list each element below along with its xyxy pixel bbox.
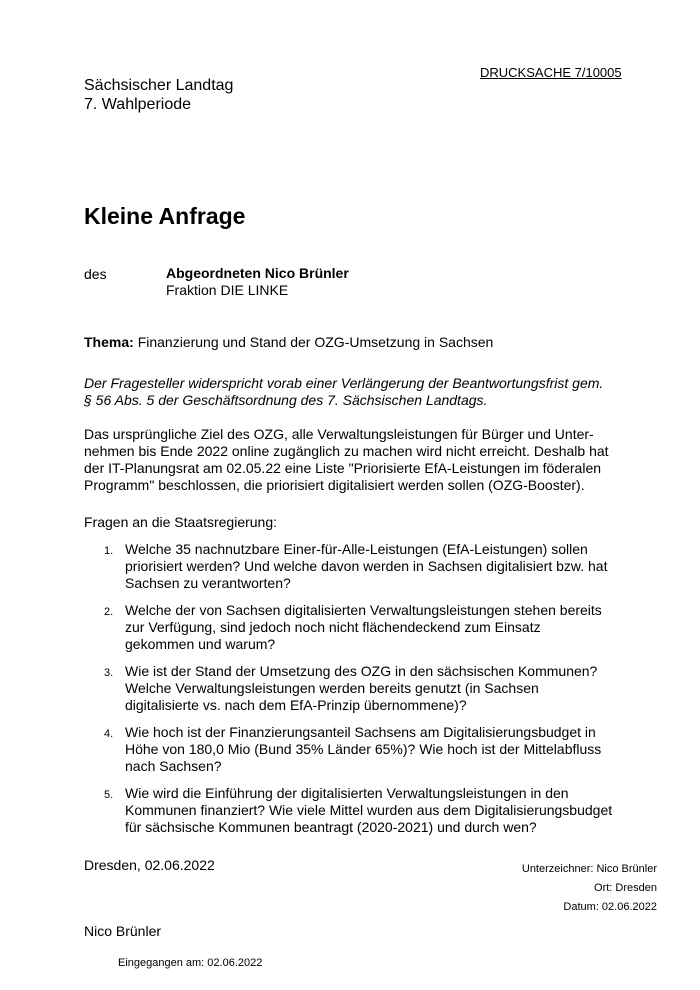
parliament-header	[84, 76, 233, 114]
question-line: für sächsische Kommunen beantragt (2020-2021) und durch wen?	[125, 819, 537, 835]
question-number: 4.	[104, 728, 114, 740]
deadline-notice	[84, 375, 624, 409]
author-prefix: des	[84, 266, 107, 282]
signature-signer: Unterzeichner: Nico Brünler	[521, 863, 657, 875]
question-item	[84, 541, 644, 592]
signature-place: Ort: Dresden	[594, 882, 657, 894]
author-block	[166, 265, 349, 299]
intro-paragraph	[84, 426, 624, 494]
parliament-name: Sächsischer Landtag	[84, 77, 234, 94]
question-item	[84, 724, 644, 775]
received-date: Eingegangen am: 02.06.2022	[118, 957, 263, 969]
signature-date: Datum: 02.06.2022	[563, 901, 657, 913]
question-line: Höhe von 180,0 Mio (Bund 35% Länder 65%)? Wie hoch ist der Mittelabfluss	[125, 741, 602, 757]
question-line: Wie hoch ist der Finanzierungsanteil Sachsens am Digitalisierungsbudget in	[125, 724, 596, 740]
question-text	[125, 602, 620, 653]
question-line: Welche Verwaltungsleistungen werden bereits genutzt (in Sachsen	[125, 680, 539, 696]
question-item	[84, 785, 644, 836]
intro-line: Das ursprüngliche Ziel des OZG, alle Verwaltungsleistungen für Bürger und Unter-	[84, 426, 594, 442]
intro-line: Programm" beschlossen, die priorisiert digitalisiert werden sollen (OZG-Booster).	[84, 477, 585, 493]
signature-block	[490, 860, 657, 917]
place-date: Dresden, 02.06.2022	[84, 857, 215, 873]
drucksache-number: DRUCKSACHE 7/10005	[480, 65, 622, 80]
question-line: nach Sachsen?	[125, 758, 222, 774]
question-line: gekommen und warum?	[125, 636, 276, 652]
document-title: Kleine Anfrage	[84, 203, 246, 229]
question-line: Welche der von Sachsen digitalisierten Verwaltungsleistungen stehen bereits	[125, 602, 602, 618]
legislative-period: 7. Wahlperiode	[84, 96, 192, 113]
signer-name: Nico Brünler	[84, 923, 162, 939]
question-item	[84, 602, 644, 653]
notice-line: Der Fragesteller widerspricht vorab einer Verlängerung der Beantwortungsfrist gem.	[84, 375, 604, 391]
author-name: Abgeordneten Nico Brünler	[166, 265, 349, 281]
question-number: 3.	[104, 667, 114, 679]
question-line: Kommunen finanziert? Wie viele Mittel wurden aus dem Digitalisierungsbudget	[125, 802, 613, 818]
question-text	[125, 541, 620, 592]
question-text	[125, 663, 620, 714]
question-line: Welche 35 nachnutzbare Einer-für-Alle-Leistungen (EfA-Leistungen) sollen	[125, 541, 588, 557]
notice-line: § 56 Abs. 5 der Geschäftsordnung des 7. Sächsischen Landtags.	[84, 392, 488, 408]
question-number: 1.	[104, 545, 114, 557]
intro-line: der IT-Planungsrat am 02.05.22 eine Liste "Priorisierte EfA-Leistungen im föderalen	[84, 460, 602, 476]
question-line: Wie wird die Einführung der digitalisierten Verwaltungsleistungen in den	[125, 785, 569, 801]
questions-heading: Fragen an die Staatsregierung:	[84, 514, 278, 530]
subject-label: Thema:	[84, 334, 134, 350]
question-number: 2.	[104, 606, 114, 618]
author-faction: Fraktion DIE LINKE	[166, 282, 289, 298]
question-line: zur Verfügung, sind jedoch noch nicht flächendeckend zum Einsatz	[125, 619, 541, 635]
question-line: Wie ist der Stand der Umsetzung des OZG in den sächsischen Kommunen?	[125, 663, 598, 679]
intro-line: nehmen bis Ende 2022 online zugänglich zu machen wird nicht erreicht. Deshalb hat	[84, 443, 609, 459]
subject-text: Finanzierung und Stand der OZG-Umsetzung in Sachsen	[137, 334, 494, 350]
questions-list	[84, 541, 644, 846]
question-line: Sachsen zu verantworten?	[125, 575, 291, 591]
question-number: 5.	[104, 789, 114, 801]
question-line: digitalisierte vs. nach dem EfA-Prinzip übernommene)?	[125, 697, 467, 713]
question-text	[125, 785, 620, 836]
question-item	[84, 663, 644, 714]
question-text	[125, 724, 620, 775]
question-line: priorisiert werden? Und welche davon werden in Sachsen digitalisiert bzw. hat	[125, 558, 608, 574]
subject-line	[84, 334, 493, 350]
